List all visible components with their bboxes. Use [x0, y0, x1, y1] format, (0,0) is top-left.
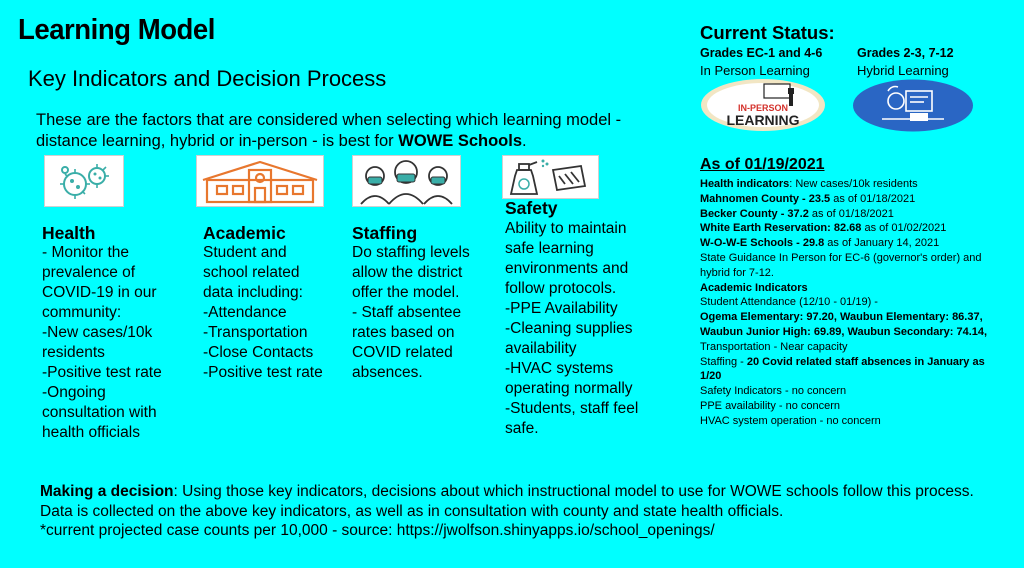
- footnote: *current projected case counts per 10,000 - source: https://jwolfson.shinyapps.io/school_openings/: [40, 522, 715, 539]
- hvac-line: HVAC system operation - no concern: [700, 414, 881, 427]
- becker-line: Becker County - 37.2 as of 01/18/2021: [700, 207, 894, 220]
- health-indicators-line: Health indicators: New cases/10k residents: [700, 178, 918, 190]
- cleaning-icon: [502, 155, 599, 199]
- health-title: Health: [42, 223, 96, 243]
- grades-group-1: Grades EC-1 and 4-6: [700, 46, 823, 60]
- virus-icon: [44, 155, 124, 207]
- attendance-line: Student Attendance (12/10 - 01/19) -: [700, 296, 878, 309]
- staffing-body: Do staffing levels allow the district offer the model. - Staff absentee rates based on COVID related absences.: [352, 244, 470, 381]
- page-title: Learning Model: [18, 14, 215, 46]
- safety-line: Safety Indicators - no concern: [700, 385, 847, 398]
- health-body: - Monitor the prevalence of COVID-19 in our community: -New cases/10k residents -Positive test rate -Ongoing consultation with health officials: [42, 244, 162, 441]
- mode-group-2: Hybrid Learning: [857, 63, 949, 78]
- svg-text:LEARNING: LEARNING: [726, 112, 800, 128]
- status-details: [700, 177, 1000, 429]
- grades-group-2: Grades 2-3, 7-12: [857, 46, 954, 60]
- hybrid-learning-logo: [852, 79, 974, 132]
- academic-title: Academic: [203, 223, 286, 243]
- attendance-values: Ogema Elementary: 97.20, Waubun Elementary: 86.37, Waubun Junior High: 69.89, Waubun Secondary: 74.14,: [700, 311, 988, 338]
- in-person-learning-logo: [700, 78, 826, 132]
- state-guidance: State Guidance In Person for EC-6 (governor's order) and hybrid for 7-12.: [700, 251, 982, 279]
- academic-body: Student and school related data including: -Attendance -Transportation -Close Contacts -Positive test rate: [203, 244, 323, 381]
- current-status-title: Current Status:: [700, 22, 835, 43]
- academic-indicators-label: Academic Indicators: [700, 281, 808, 294]
- intro-text: These are the factors that are considered when selecting which learning model - distance learning, hybrid or in-person - is best for WOWE Schools.: [36, 111, 622, 150]
- page-subtitle: Key Indicators and Decision Process: [28, 66, 387, 91]
- mode-group-1: In Person Learning: [700, 63, 810, 78]
- wowe-line: W-O-W-E Schools - 29.8 as of January 14, 2021: [700, 237, 940, 250]
- svg-text:IN-PERSON: IN-PERSON: [737, 103, 789, 113]
- white-earth-line: White Earth Reservation: 82.68 as of 01/02/2021: [700, 222, 947, 235]
- mahnomen-line: Mahnomen County - 23.5 as of 01/18/2021: [700, 192, 916, 205]
- ppe-line: PPE availability - no concern: [700, 399, 841, 412]
- staffing-title: Staffing: [352, 223, 418, 243]
- transportation-line: Transportation - Near capacity: [700, 340, 848, 353]
- safety-title: Safety: [505, 198, 558, 218]
- school-icon: [196, 155, 324, 207]
- as-of-date: As of 01/19/2021: [700, 156, 825, 173]
- masked-staff-icon: [352, 155, 461, 207]
- decision-text: Making a decision: Using those key indicators, decisions about which instructional model to use for WOWE schools follow this process. Data is collected on the above key indicators, as well as in consultation with county and state health officials. *current projected case counts per 10,000 - source: https://jwolfson.shinyapps.io/school_openings/: [40, 483, 974, 539]
- safety-body: Ability to maintain safe learning environments and follow protocols. -PPE Availability -Cleaning supplies availability -HVAC systems operating normally -Students, staff feel safe.: [505, 220, 639, 437]
- staffing-line: Staffing - 20 Covid related staff absences in January as 1/20: [700, 355, 985, 383]
- intro-bold: WOWE Schools: [398, 132, 523, 150]
